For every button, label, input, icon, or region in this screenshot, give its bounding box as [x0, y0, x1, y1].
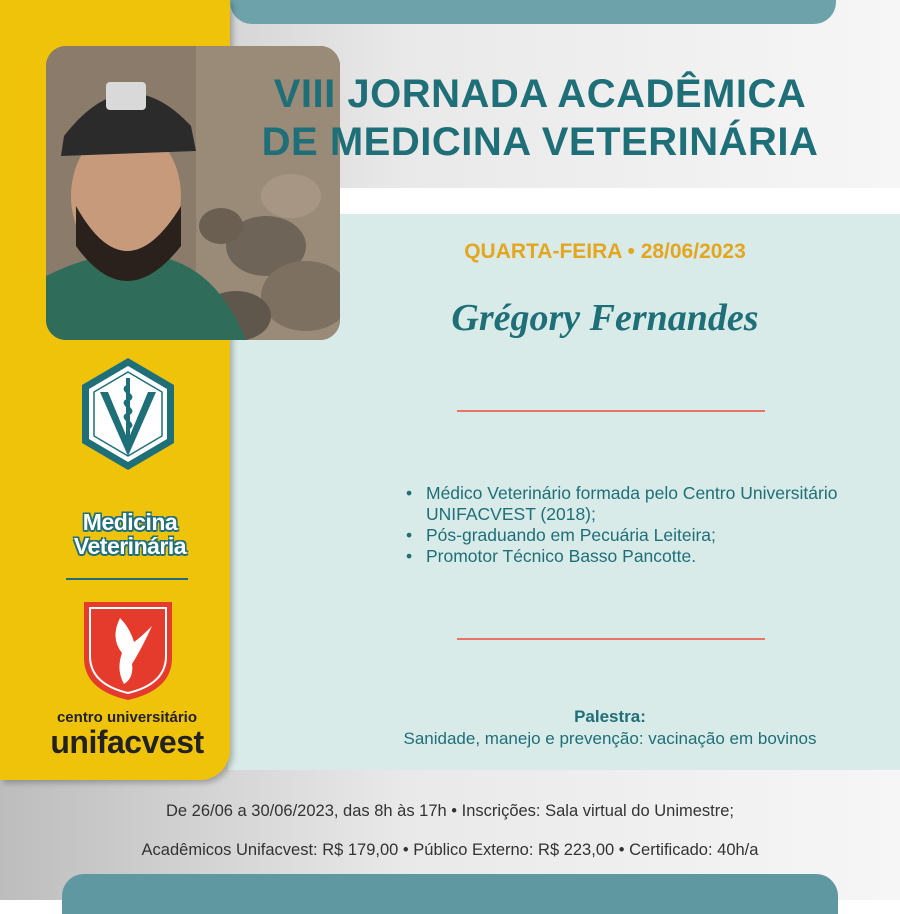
bio-item: • Médico Veterinário formada pelo Centro Universitário UNIFACVEST (2018); [406, 483, 846, 525]
top-decorative-bar [230, 0, 836, 24]
divider-top [457, 410, 765, 412]
veterinary-caduceus-icon [78, 356, 178, 472]
logo-separator [66, 578, 188, 580]
course-name-line2: Veterinária [73, 533, 187, 559]
talk-title: Sanidade, manejo e prevenção: vacinação em bovinos [403, 729, 817, 748]
university-subtitle: centro universitário [56, 709, 198, 726]
event-title-line2: DE MEDICINA VETERINÁRIA [261, 120, 819, 164]
bio-item: • Promotor Técnico Basso Pancotte. [406, 546, 846, 567]
course-name-line1: Medicina [82, 509, 178, 535]
bio-item: • Pós-graduando em Pecuária Leiteira; [406, 525, 846, 546]
speaker-name: Grégory Fernandes [451, 297, 759, 339]
university-name: unifacvest [50, 724, 204, 760]
footer-info-line1: De 26/06 a 30/06/2023, das 8h às 17h • Inscrições: Sala virtual do Unimestre; [165, 802, 735, 820]
divider-bottom [457, 638, 765, 640]
bottom-decorative-bar [62, 874, 838, 914]
course-name [50, 510, 210, 558]
event-title-line1: VIII JORNADA ACADÊMICA [273, 72, 807, 116]
footer-info-line2: Acadêmicos Unifacvest: R$ 179,00 • Público Externo: R$ 223,00 • Certificado: 40h/a [141, 841, 759, 859]
speaker-bio-list [406, 483, 846, 567]
event-title [240, 70, 840, 166]
session-date: QUARTA-FEIRA • 28/06/2023 [464, 240, 746, 263]
talk-label: Palestra: [574, 707, 646, 726]
unifacvest-shield-icon [80, 598, 176, 702]
